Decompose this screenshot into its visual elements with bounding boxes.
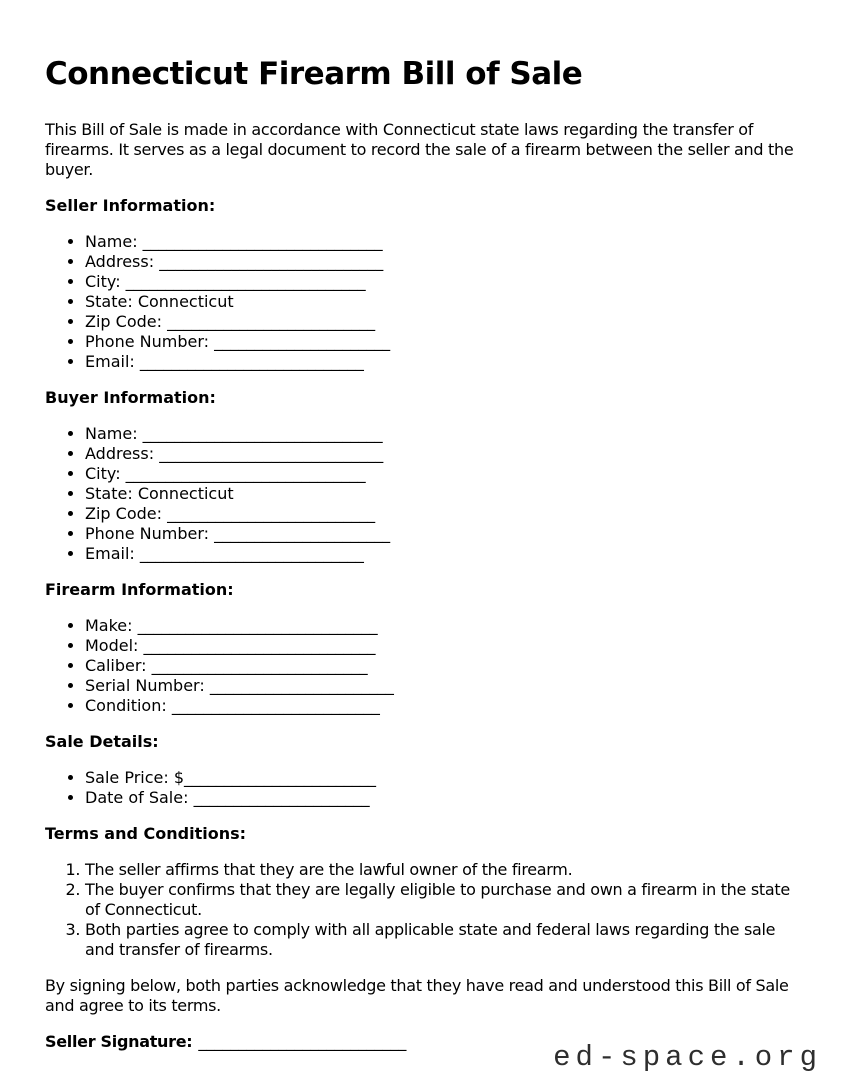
sale-details-list xyxy=(45,768,804,808)
firearm-section-heading: Firearm Information: xyxy=(45,580,234,599)
seller-signature-label: Seller Signature: xyxy=(45,1032,193,1051)
closing-paragraph: By signing below, both parties acknowledge that they have read and understood this Bill of Sale and agree to its terms. xyxy=(45,976,789,1015)
sale-price-field: • Sale Price: $________________________ xyxy=(85,768,804,788)
term-item-3: 3. Both parties agree to comply with all applicable state and federal laws regarding the sale and transfer of firearms. xyxy=(85,920,804,960)
term-item-2: 2. The buyer confirms that they are legally eligible to purchase and own a firearm in the state of Connecticut. xyxy=(85,880,804,920)
buyer-fields-list xyxy=(45,424,804,564)
intro-paragraph: This Bill of Sale is made in accordance with Connecticut state laws regarding the transfer of firearms. It serves as a legal document to record the sale of a firearm between the seller and the buyer. xyxy=(45,120,794,179)
buyer-phone-field: • Phone Number: ______________________ xyxy=(85,524,804,544)
watermark: ed-space.org xyxy=(553,1041,822,1074)
firearm-model-field: • Model: _____________________________ xyxy=(85,636,804,656)
seller-email-field: • Email: ____________________________ xyxy=(85,352,804,372)
buyer-zip-field: • Zip Code: __________________________ xyxy=(85,504,804,524)
seller-name-field: • Name: ______________________________ xyxy=(85,232,804,252)
seller-zip-field: • Zip Code: __________________________ xyxy=(85,312,804,332)
seller-section-heading: Seller Information: xyxy=(45,196,216,215)
page-title: Connecticut Firearm Bill of Sale xyxy=(45,56,583,92)
terms-section-heading: Terms and Conditions: xyxy=(45,824,247,843)
firearm-serial-number-field: • Serial Number: _______________________ xyxy=(85,676,804,696)
seller-signature-line: __________________________ xyxy=(198,1032,407,1051)
date-of-sale-field: • Date of Sale: ______________________ xyxy=(85,788,804,808)
buyer-city-field: • City: ______________________________ xyxy=(85,464,804,484)
firearm-fields-list xyxy=(45,616,804,716)
seller-city-field: • City: ______________________________ xyxy=(85,272,804,292)
firearm-make-field: • Make: ______________________________ xyxy=(85,616,804,636)
seller-address-field: • Address: ____________________________ xyxy=(85,252,804,272)
buyer-name-field: • Name: ______________________________ xyxy=(85,424,804,444)
buyer-section-heading: Buyer Information: xyxy=(45,388,216,407)
firearm-condition-field: • Condition: __________________________ xyxy=(85,696,804,716)
firearm-caliber-field: • Caliber: ___________________________ xyxy=(85,656,804,676)
seller-phone-field: • Phone Number: ______________________ xyxy=(85,332,804,352)
terms-list xyxy=(45,860,804,960)
buyer-state-field: • State: Connecticut xyxy=(85,484,804,504)
seller-fields-list xyxy=(45,232,804,372)
term-item-1: 1. The seller affirms that they are the lawful owner of the firearm. xyxy=(85,860,804,880)
sale-details-section-heading: Sale Details: xyxy=(45,732,159,751)
seller-state-field: • State: Connecticut xyxy=(85,292,804,312)
buyer-email-field: • Email: ____________________________ xyxy=(85,544,804,564)
buyer-address-field: • Address: ____________________________ xyxy=(85,444,804,464)
